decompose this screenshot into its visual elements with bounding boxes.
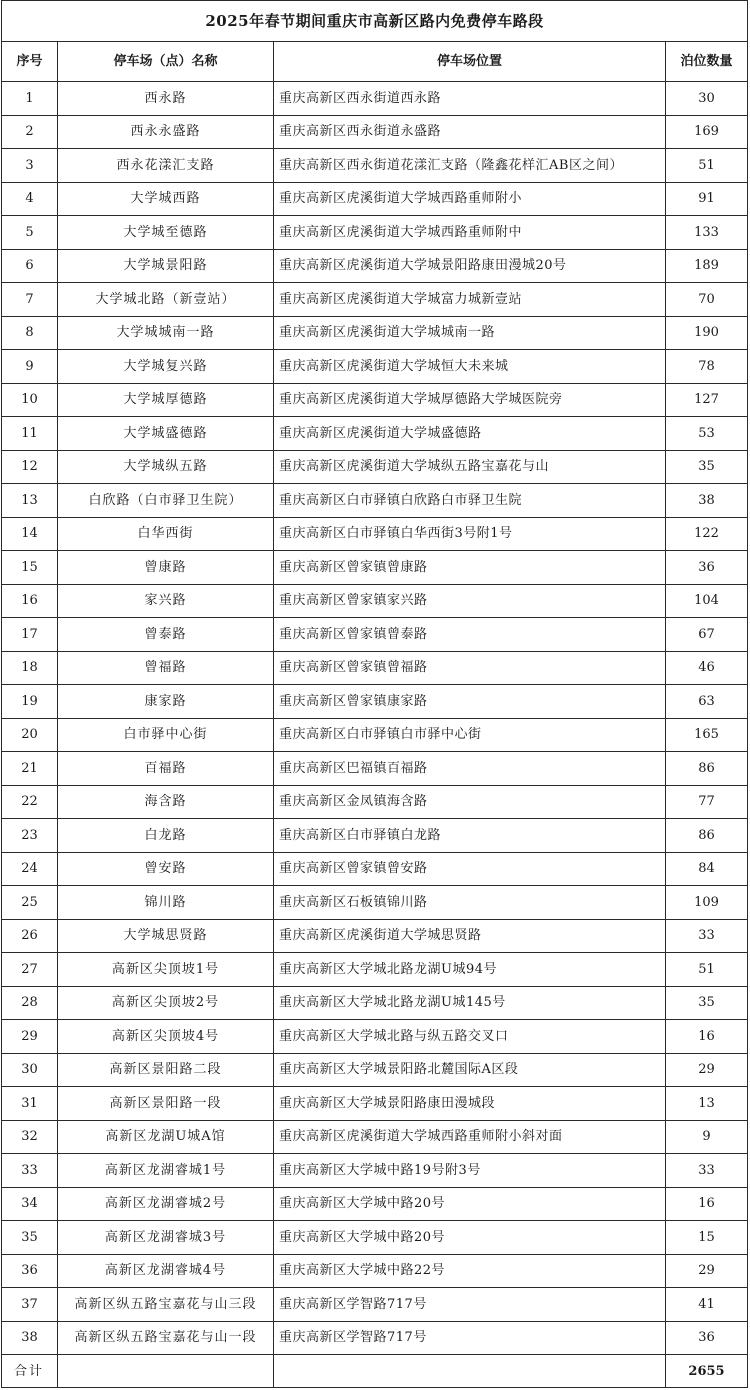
cell-name: 大学城盛德路: [58, 417, 274, 451]
table-row: [2, 752, 748, 786]
table-row: [2, 852, 748, 886]
cell-no: 12: [2, 450, 58, 484]
cell-count: 16: [666, 1020, 748, 1054]
cell-name: 大学城西路: [58, 182, 274, 216]
cell-name: 高新区纵五路宝嘉花与山一段: [58, 1321, 274, 1355]
cell-no: 24: [2, 852, 58, 886]
table-row: [2, 450, 748, 484]
table-row: [2, 953, 748, 987]
cell-name: 大学城景阳路: [58, 249, 274, 283]
cell-location: 重庆高新区虎溪街道大学城思贤路: [274, 919, 666, 953]
cell-count: 86: [666, 752, 748, 786]
cell-name: 西永永盛路: [58, 115, 274, 149]
cell-count: 133: [666, 216, 748, 250]
cell-location: 重庆高新区大学城北路龙湖U城145号: [274, 986, 666, 1020]
cell-location: 重庆高新区虎溪街道大学城恒大未来城: [274, 350, 666, 384]
cell-count: 53: [666, 417, 748, 451]
cell-location: 重庆高新区白市驿镇白欣路白市驿卫生院: [274, 484, 666, 518]
table-row: [2, 718, 748, 752]
total-label: 合计: [2, 1355, 58, 1388]
cell-count: 35: [666, 986, 748, 1020]
cell-count: 67: [666, 618, 748, 652]
cell-name: 白华西街: [58, 517, 274, 551]
header-row: [2, 42, 748, 82]
cell-no: 35: [2, 1221, 58, 1255]
cell-no: 11: [2, 417, 58, 451]
cell-count: 13: [666, 1087, 748, 1121]
cell-location: 重庆高新区白市驿镇白市驿中心街: [274, 718, 666, 752]
cell-location: 重庆高新区石板镇锦川路: [274, 886, 666, 920]
table-row: [2, 283, 748, 317]
cell-count: 35: [666, 450, 748, 484]
cell-location: 重庆高新区大学城中路20号: [274, 1221, 666, 1255]
table-row: [2, 82, 748, 116]
table-row: [2, 651, 748, 685]
cell-name: 大学城纵五路: [58, 450, 274, 484]
header-name: 停车场（点）名称: [58, 42, 274, 82]
table-row: [2, 484, 748, 518]
cell-no: 36: [2, 1254, 58, 1288]
cell-name: 白市驿中心街: [58, 718, 274, 752]
header-count: 泊位数量: [666, 42, 748, 82]
table-row: [2, 886, 748, 920]
cell-name: 大学城厚德路: [58, 383, 274, 417]
cell-count: 91: [666, 182, 748, 216]
table-row: [2, 149, 748, 183]
cell-location: 重庆高新区西永街道西永路: [274, 82, 666, 116]
cell-count: 51: [666, 149, 748, 183]
cell-no: 20: [2, 718, 58, 752]
cell-count: 33: [666, 919, 748, 953]
cell-name: 大学城至德路: [58, 216, 274, 250]
title-row: [2, 1, 748, 42]
cell-location: 重庆高新区大学城景阳路北麓国际A区段: [274, 1053, 666, 1087]
cell-count: 29: [666, 1254, 748, 1288]
cell-name: 高新区纵五路宝嘉花与山三段: [58, 1288, 274, 1322]
table-row: [2, 1221, 748, 1255]
table-row: [2, 986, 748, 1020]
cell-location: 重庆高新区大学城中路19号附3号: [274, 1154, 666, 1188]
cell-no: 21: [2, 752, 58, 786]
cell-name: 大学城复兴路: [58, 350, 274, 384]
table-row: [2, 1053, 748, 1087]
cell-name: 高新区龙湖睿城4号: [58, 1254, 274, 1288]
cell-count: 189: [666, 249, 748, 283]
table-title: 2025年春节期间重庆市高新区路内免费停车路段: [2, 1, 748, 42]
cell-name: 曾康路: [58, 551, 274, 585]
cell-no: 15: [2, 551, 58, 585]
cell-location: 重庆高新区虎溪街道大学城厚德路大学城医院旁: [274, 383, 666, 417]
cell-count: 109: [666, 886, 748, 920]
cell-name: 高新区景阳路一段: [58, 1087, 274, 1121]
total-empty-cell: [274, 1355, 666, 1388]
cell-location: 重庆高新区虎溪街道大学城城南一路: [274, 316, 666, 350]
table-row: [2, 216, 748, 250]
cell-count: 29: [666, 1053, 748, 1087]
cell-count: 84: [666, 852, 748, 886]
cell-count: 36: [666, 1321, 748, 1355]
cell-no: 22: [2, 785, 58, 819]
cell-name: 高新区龙湖U城A馆: [58, 1120, 274, 1154]
table-row: [2, 1154, 748, 1188]
cell-name: 海含路: [58, 785, 274, 819]
cell-location: 重庆高新区大学城北路与纵五路交叉口: [274, 1020, 666, 1054]
cell-count: 165: [666, 718, 748, 752]
table-row: [2, 1087, 748, 1121]
cell-count: 30: [666, 82, 748, 116]
cell-count: 9: [666, 1120, 748, 1154]
cell-count: 38: [666, 484, 748, 518]
cell-name: 高新区龙湖睿城2号: [58, 1187, 274, 1221]
cell-no: 34: [2, 1187, 58, 1221]
table-row: [2, 584, 748, 618]
total-empty-cell: [58, 1355, 274, 1388]
cell-name: 西永路: [58, 82, 274, 116]
cell-no: 26: [2, 919, 58, 953]
table-row: [2, 618, 748, 652]
cell-count: 70: [666, 283, 748, 317]
table-row: [2, 551, 748, 585]
cell-location: 重庆高新区虎溪街道大学城纵五路宝嘉花与山: [274, 450, 666, 484]
cell-count: 33: [666, 1154, 748, 1188]
cell-location: 重庆高新区金凤镇海含路: [274, 785, 666, 819]
table-row: [2, 819, 748, 853]
cell-name: 高新区龙湖睿城1号: [58, 1154, 274, 1188]
cell-no: 14: [2, 517, 58, 551]
table-row: [2, 919, 748, 953]
cell-location: 重庆高新区西永街道花漾汇支路（隆鑫花样汇AB区之间）: [274, 149, 666, 183]
cell-count: 122: [666, 517, 748, 551]
cell-count: 104: [666, 584, 748, 618]
cell-location: 重庆高新区学智路717号: [274, 1288, 666, 1322]
cell-no: 29: [2, 1020, 58, 1054]
parking-table: [1, 0, 748, 1388]
cell-no: 8: [2, 316, 58, 350]
cell-count: 41: [666, 1288, 748, 1322]
cell-no: 18: [2, 651, 58, 685]
cell-count: 169: [666, 115, 748, 149]
cell-name: 曾福路: [58, 651, 274, 685]
cell-name: 曾安路: [58, 852, 274, 886]
cell-name: 百福路: [58, 752, 274, 786]
cell-no: 30: [2, 1053, 58, 1087]
cell-count: 190: [666, 316, 748, 350]
cell-location: 重庆高新区虎溪街道大学城盛德路: [274, 417, 666, 451]
cell-location: 重庆高新区曾家镇曾安路: [274, 852, 666, 886]
cell-no: 27: [2, 953, 58, 987]
cell-location: 重庆高新区曾家镇曾康路: [274, 551, 666, 585]
cell-location: 重庆高新区巴福镇百福路: [274, 752, 666, 786]
cell-no: 2: [2, 115, 58, 149]
cell-location: 重庆高新区虎溪街道大学城西路重师附小: [274, 182, 666, 216]
cell-no: 13: [2, 484, 58, 518]
cell-name: 白欣路（白市驿卫生院）: [58, 484, 274, 518]
cell-no: 5: [2, 216, 58, 250]
table-row: [2, 1187, 748, 1221]
cell-count: 46: [666, 651, 748, 685]
cell-count: 63: [666, 685, 748, 719]
cell-no: 38: [2, 1321, 58, 1355]
table-row: [2, 785, 748, 819]
table-row: [2, 417, 748, 451]
cell-no: 25: [2, 886, 58, 920]
cell-name: 大学城思贤路: [58, 919, 274, 953]
cell-no: 17: [2, 618, 58, 652]
table-row: [2, 685, 748, 719]
cell-name: 锦川路: [58, 886, 274, 920]
cell-count: 51: [666, 953, 748, 987]
table-row: [2, 350, 748, 384]
cell-name: 西永花漾汇支路: [58, 149, 274, 183]
cell-name: 大学城北路（新壹站）: [58, 283, 274, 317]
cell-location: 重庆高新区西永街道永盛路: [274, 115, 666, 149]
cell-location: 重庆高新区曾家镇家兴路: [274, 584, 666, 618]
cell-name: 高新区尖顶坡2号: [58, 986, 274, 1020]
table-row: [2, 249, 748, 283]
table-row: [2, 1020, 748, 1054]
table-row: [2, 1288, 748, 1322]
cell-location: 重庆高新区曾家镇康家路: [274, 685, 666, 719]
cell-no: 4: [2, 182, 58, 216]
cell-no: 32: [2, 1120, 58, 1154]
cell-location: 重庆高新区曾家镇曾福路: [274, 651, 666, 685]
table-row: [2, 1120, 748, 1154]
cell-location: 重庆高新区虎溪街道大学城西路重师附中: [274, 216, 666, 250]
cell-location: 重庆高新区曾家镇曾泰路: [274, 618, 666, 652]
cell-location: 重庆高新区大学城景阳路康田漫城段: [274, 1087, 666, 1121]
cell-no: 7: [2, 283, 58, 317]
table-row: [2, 383, 748, 417]
cell-name: 曾泰路: [58, 618, 274, 652]
cell-name: 白龙路: [58, 819, 274, 853]
cell-no: 37: [2, 1288, 58, 1322]
table-row: [2, 1254, 748, 1288]
cell-name: 高新区龙湖睿城3号: [58, 1221, 274, 1255]
cell-no: 19: [2, 685, 58, 719]
header-location: 停车场位置: [274, 42, 666, 82]
cell-count: 15: [666, 1221, 748, 1255]
cell-location: 重庆高新区白市驿镇白华西街3号附1号: [274, 517, 666, 551]
total-value: 2655: [666, 1355, 748, 1388]
cell-count: 86: [666, 819, 748, 853]
cell-location: 重庆高新区学智路717号: [274, 1321, 666, 1355]
table-row: [2, 316, 748, 350]
cell-location: 重庆高新区虎溪街道大学城富力城新壹站: [274, 283, 666, 317]
table-row: [2, 182, 748, 216]
cell-name: 高新区尖顶坡1号: [58, 953, 274, 987]
header-no: 序号: [2, 42, 58, 82]
cell-count: 127: [666, 383, 748, 417]
cell-no: 16: [2, 584, 58, 618]
cell-no: 23: [2, 819, 58, 853]
cell-count: 36: [666, 551, 748, 585]
cell-location: 重庆高新区白市驿镇白龙路: [274, 819, 666, 853]
cell-location: 重庆高新区虎溪街道大学城景阳路康田漫城20号: [274, 249, 666, 283]
cell-no: 3: [2, 149, 58, 183]
table-row: [2, 115, 748, 149]
cell-name: 高新区景阳路二段: [58, 1053, 274, 1087]
cell-no: 33: [2, 1154, 58, 1188]
cell-name: 大学城城南一路: [58, 316, 274, 350]
cell-location: 重庆高新区虎溪街道大学城西路重师附小斜对面: [274, 1120, 666, 1154]
cell-location: 重庆高新区大学城北路龙湖U城94号: [274, 953, 666, 987]
cell-count: 78: [666, 350, 748, 384]
cell-no: 1: [2, 82, 58, 116]
cell-name: 高新区尖顶坡4号: [58, 1020, 274, 1054]
cell-no: 31: [2, 1087, 58, 1121]
table-row: [2, 1321, 748, 1355]
table-row: [2, 517, 748, 551]
cell-no: 28: [2, 986, 58, 1020]
cell-no: 9: [2, 350, 58, 384]
cell-count: 77: [666, 785, 748, 819]
cell-no: 10: [2, 383, 58, 417]
cell-name: 康家路: [58, 685, 274, 719]
cell-location: 重庆高新区大学城中路20号: [274, 1187, 666, 1221]
total-row: [2, 1355, 748, 1388]
cell-count: 16: [666, 1187, 748, 1221]
cell-name: 家兴路: [58, 584, 274, 618]
cell-no: 6: [2, 249, 58, 283]
cell-location: 重庆高新区大学城中路22号: [274, 1254, 666, 1288]
